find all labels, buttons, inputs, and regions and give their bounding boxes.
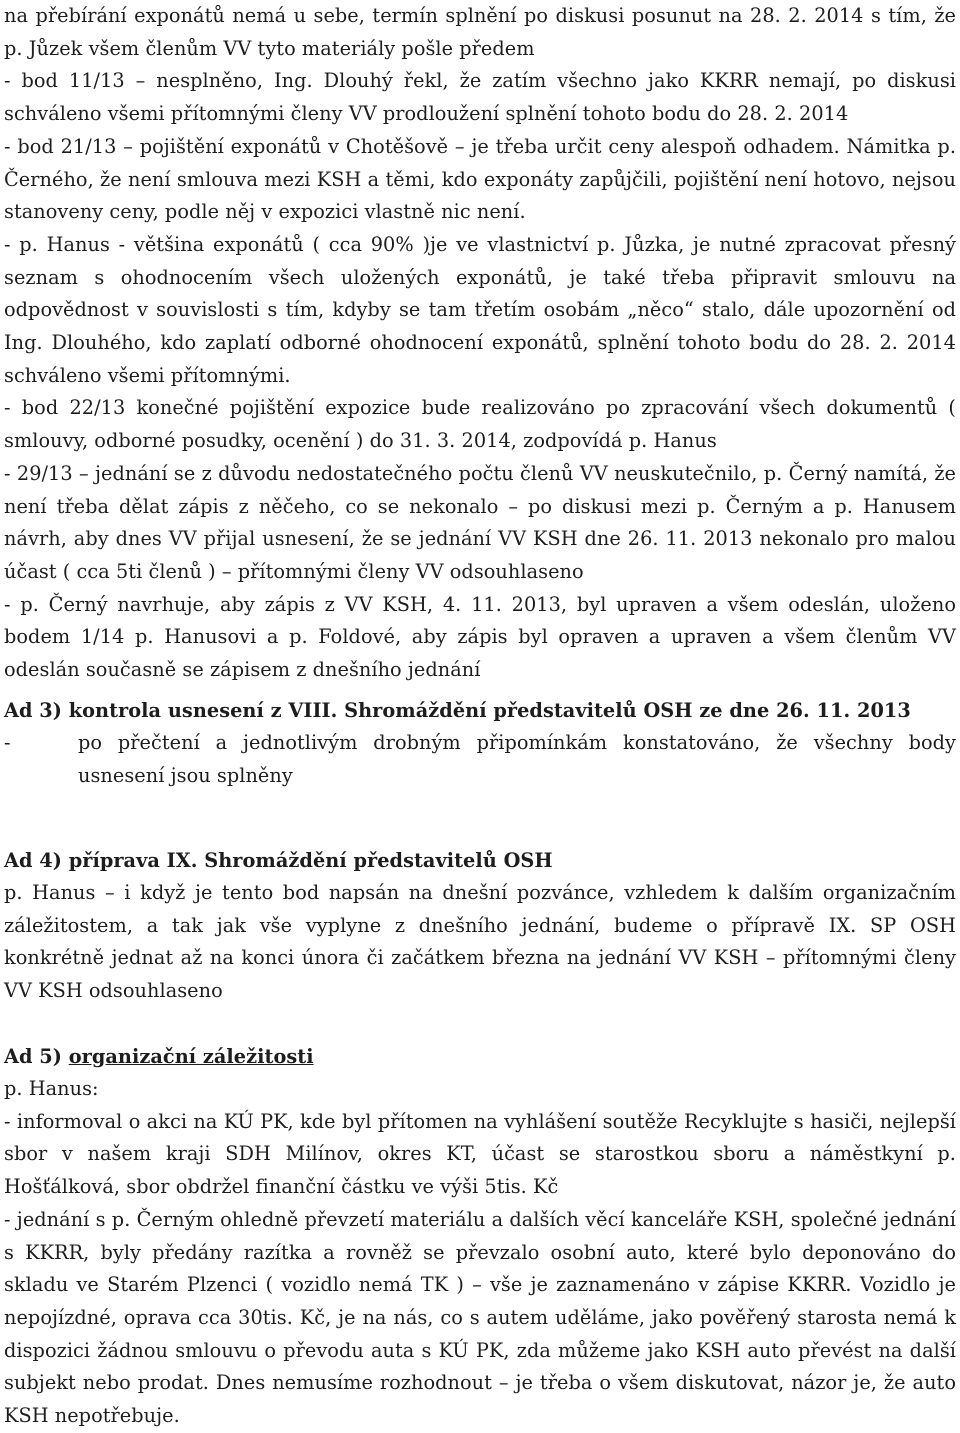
heading-ad5-prefix: Ad 5) [4,1045,69,1068]
section-ad3 [4,694,956,792]
paragraph-office-handover: - jednání s p. Černým ohledně převzetí materiálu a dalších věcí kanceláře KSH, společné jednání s KKRR, byly předány razítka a rovněž se převzalo osobní auto, které bylo deponováno do skladu ve Starém Plzenci ( vozidlo nemá TK ) – vše je zaznamenáno v zápise KKRR. Vozidlo je nepojízdné, oprava cca 30tis. Kč, je na nás, co s autem uděláme, jako pověřený starosta nemá k dispozici žádnou smlouvu o převodu auta s KÚ PK, zda můžeme jako KSH auto převést na další subjekt nebo prodat. Dnes nemusíme rozhodnout – je třeba o všem diskutovat, názor je, že auto KSH nepotřebuje. [4,1207,956,1428]
minutes-continuation [4,0,956,687]
paragraph-minutes-correction: - p. Černý navrhuje, aby zápis z VV KSH, 4. 11. 2013, byl upraven a všem odeslán, uloženo bodem 1/14 p. Hanusovi a p. Foldové, aby zápis byl opraven a upraven a všem členům VV odeslán současně se zápisem z dnešního jednání [4,592,956,682]
paragraph-exhibit-handover: na přebírání exponátů nemá u sebe, termín splnění po diskusi posunut na 28. 2. 2014 s tím, že p. Jůzek všem členům VV tyto materiály pošle předem [4,4,956,60]
heading-ad4: Ad 4) příprava IX. Shromáždění představitelů OSH [4,849,553,872]
section-ad5 [4,1040,956,1433]
paragraph-point-22-13: - bod 22/13 konečné pojištění expozice bude realizováno po zpracování všech dokumentů ( smlouvy, odborné posudky, ocenění ) do 31. 3. 2014, zodpovídá p. Hanus [4,396,956,453]
paragraph-hanus-exhibits: - p. Hanus - většina exponátů ( cca 90% )je ve vlastnictví p. Jůzka, je nutné zpracovat přesný seznam s ohodnocením všech uložených exponátů, je také třeba připravit smlouvu na odpovědnost v souvislosti s tím, kdyby se tam třetím osobám „něco“ stalo, dále upozornění od Ing. Dlouhého, kdo zaplatí odborné ohodnocení exponátů, splnění tohoto bodu do 28. 2. 2014 schváleno všemi přítomnými. [4,232,956,387]
list-dash: - [4,731,11,754]
list-item-text: po přečtení a jednotlivým drobným připomínkám konstatováno, že všechny body usnesení jsou splněny [78,731,956,787]
heading-ad5-title: organizační záležitosti [68,1045,314,1068]
paragraph-point-11-13: - bod 11/13 – nesplněno, Ing. Dlouhý řekl, že zatím všechno jako KKRR nemají, po diskusi schváleno všemi přítomnými členy VV prodloužení splnění tohoto bodu do 28. 2. 2014 [4,69,956,126]
paragraph-ku-pk-event: - informoval o akci na KÚ PK, kde byl přítomen na vyhlášení soutěže Recyklujte s hasiči, nejlepší sbor v našem kraji SDH Milínov, okres KT, účast se starostkou sboru a náměstkyní p. Hošťálková, sbor obdržel finanční částku ve výši 5tis. Kč [4,1109,956,1199]
paragraph-point-29-13: - 29/13 – jednání se z důvodu nedostatečného počtu členů VV neuskutečnilo, p. Černý namítá, že není třeba dělat zápis z něčeho, co se nekonalo – po diskusi mezi p. Černým a p. Hanusem návrh, aby dnes VV přijal usnesení, že se jednání VV KSH dne 26. 11. 2013 nekonalo pro malou účast ( cca 5ti členů ) – přítomnými členy VV odsouhlaseno [4,461,956,583]
paragraph-ad4: p. Hanus – i když je tento bod napsán na dnešní pozvánce, vzhledem k dalším organizačním záležitostem, a tak jak vše vyplyne z dnešního jednání, budeme o přípravě IX. SP OSH konkrétně jednat až na konci února či začátkem března na jednání VV KSH – přítomnými členy VV KSH odsouhlaseno [4,881,956,1003]
heading-ad5 [4,1040,956,1073]
speaker-label: p. Hanus: [4,1077,99,1100]
list-item-ad3 [4,727,956,792]
section-ad4 [4,844,956,1008]
heading-ad3: Ad 3) kontrola usnesení z VIII. Shromáždění představitelů OSH ze dne 26. 11. 2013 [4,699,911,722]
paragraph-point-21-13: - bod 21/13 – pojištění exponátů v Chotěšově – je třeba určit ceny alespoň odhadem. Námitka p. Černého, že není smlouva mezi KSH a těmi, kdo exponáty zapůjčili, pojištění není hotovo, nejsou stanoveny ceny, podle něj v expozici vlastně nic není. [4,134,956,224]
